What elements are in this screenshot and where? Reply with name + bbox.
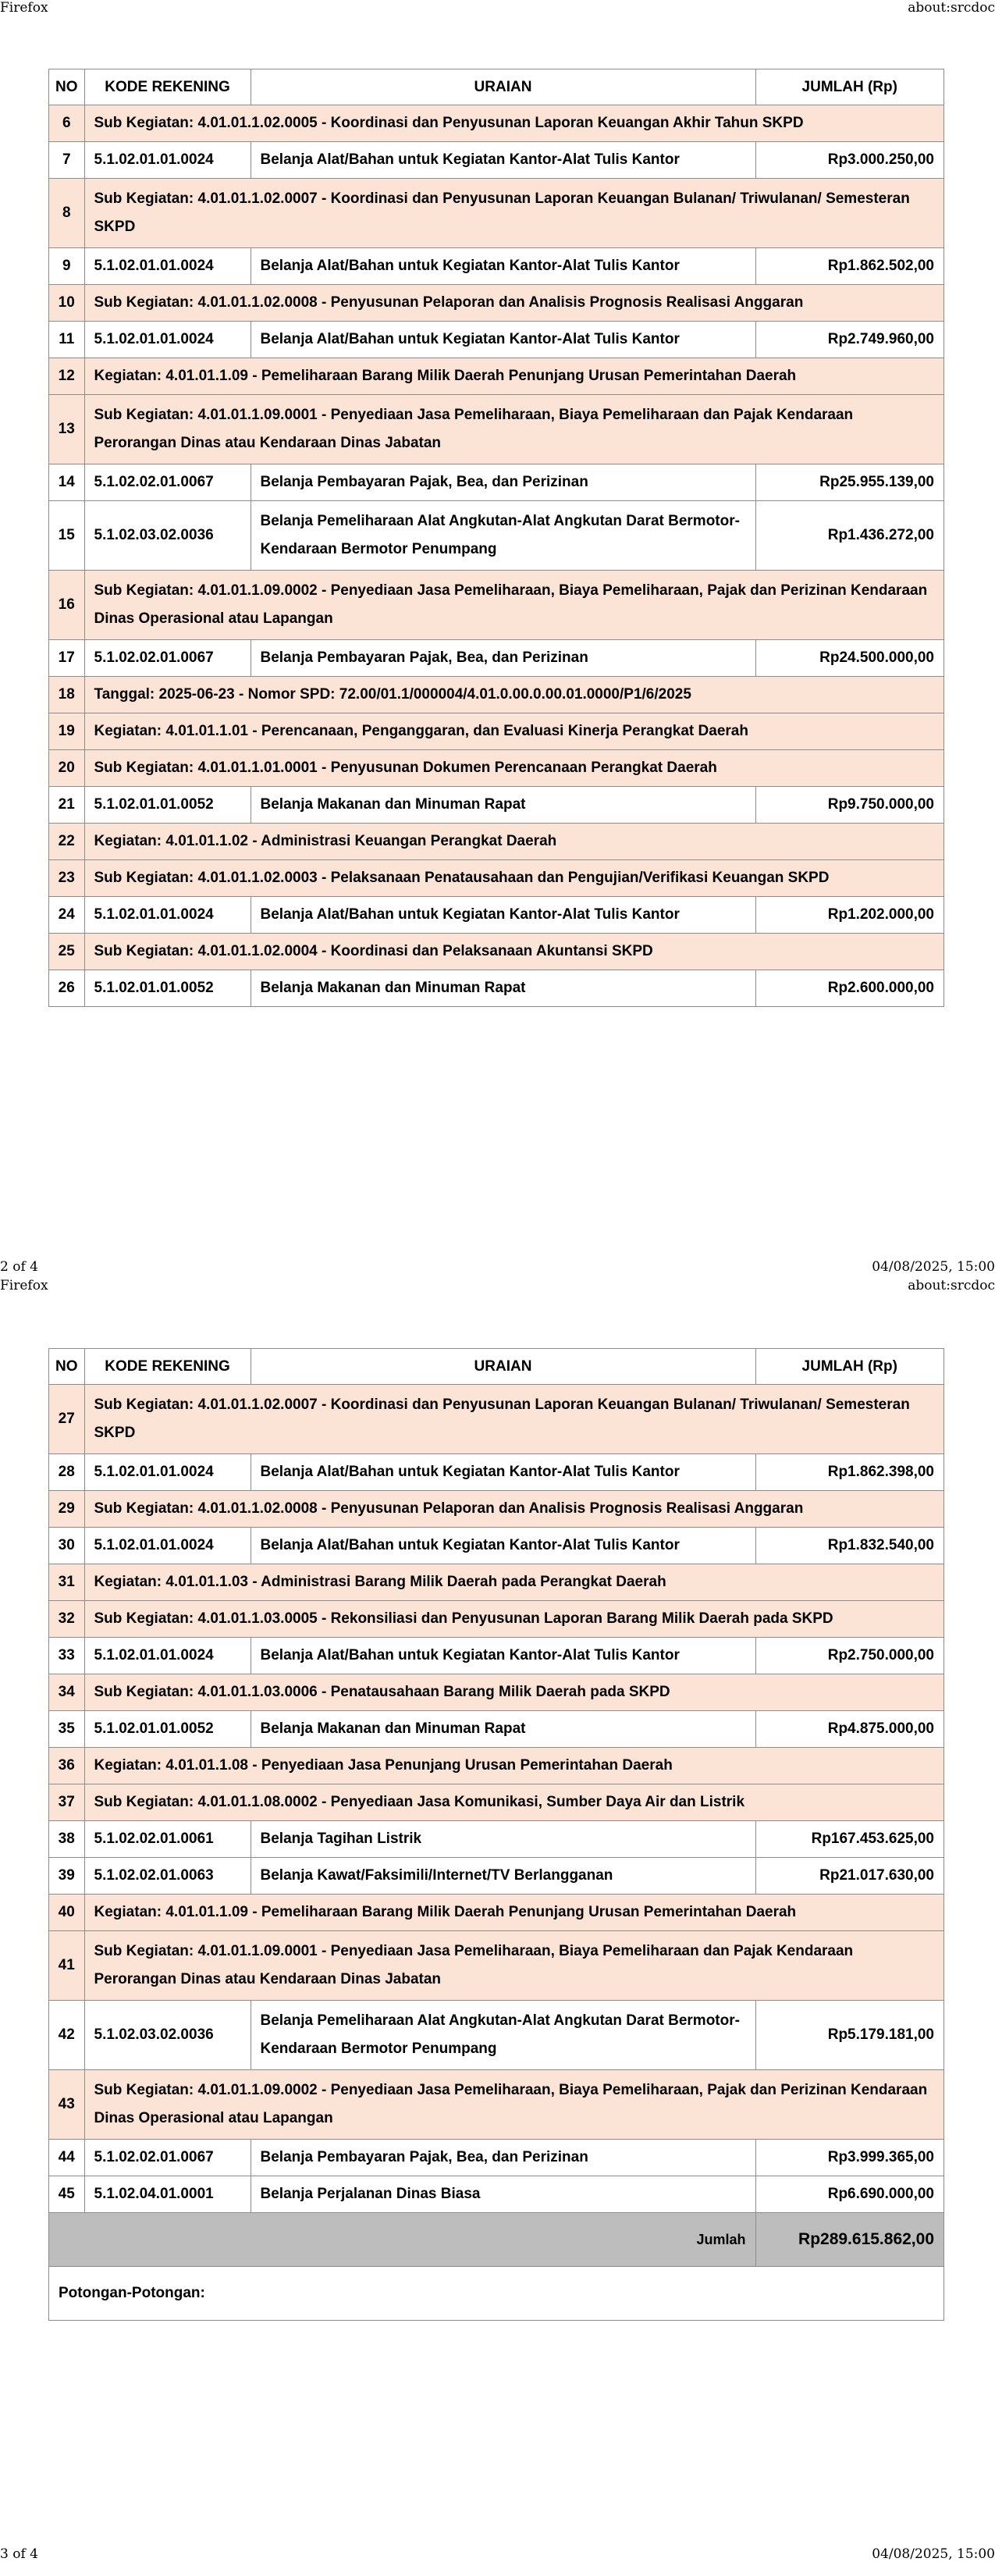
section-row [49, 1784, 944, 1821]
row-number: 40 [49, 1895, 85, 1931]
uraian-text: Belanja Alat/Bahan untuk Kegiatan Kantor-Alat Tulis Kantor [251, 1528, 755, 1564]
col-header-uraian: URAIAN [251, 1349, 755, 1385]
item-row [49, 322, 944, 358]
kode-rekening: 5.1.02.01.01.0024 [84, 1638, 251, 1674]
uraian-text: Belanja Pembayaran Pajak, Bea, dan Perizinan [251, 464, 755, 501]
kode-rekening: 5.1.02.01.01.0024 [84, 1528, 251, 1564]
section-row [49, 1895, 944, 1931]
row-number: 11 [49, 322, 85, 358]
jumlah-amount: Rp1.436.272,00 [755, 501, 944, 571]
row-number: 15 [49, 501, 85, 571]
kode-rekening: 5.1.02.02.01.0067 [84, 464, 251, 501]
row-number: 26 [49, 970, 85, 1007]
row-number: 21 [49, 787, 85, 824]
section-row [49, 677, 944, 713]
rincian-table [48, 1348, 944, 2321]
row-number: 22 [49, 824, 85, 860]
browser-url: about:srcdoc [908, 1278, 995, 1293]
item-row [49, 1858, 944, 1895]
section-row [49, 1674, 944, 1711]
section-row [49, 179, 944, 248]
section-row [49, 860, 944, 897]
section-text: Kegiatan: 4.01.01.1.09 - Pemeliharaan Barang Milik Daerah Penunjang Urusan Pemerintahan Daerah [84, 1895, 944, 1931]
row-number: 8 [49, 179, 85, 248]
kode-rekening: 5.1.02.02.01.0061 [84, 1821, 251, 1858]
section-text: Kegiatan: 4.01.01.1.01 - Perencanaan, Penganggaran, dan Evaluasi Kinerja Perangkat Daerah [84, 713, 944, 750]
row-number: 42 [49, 2001, 85, 2070]
item-row [49, 970, 944, 1007]
row-number: 10 [49, 285, 85, 322]
browser-name: Firefox [0, 1278, 48, 1293]
kode-rekening: 5.1.02.01.01.0024 [84, 897, 251, 934]
row-number: 44 [49, 2140, 85, 2176]
item-row [49, 142, 944, 179]
row-number: 23 [49, 860, 85, 897]
col-header-no: NO [49, 69, 85, 105]
table-body [49, 105, 944, 1007]
table-header-row [49, 1349, 944, 1385]
kode-rekening: 5.1.02.03.02.0036 [84, 501, 251, 571]
col-header-jumlah: JUMLAH (Rp) [755, 1349, 944, 1385]
uraian-text: Belanja Alat/Bahan untuk Kegiatan Kantor-Alat Tulis Kantor [251, 248, 755, 285]
section-text: Kegiatan: 4.01.01.1.03 - Administrasi Barang Milik Daerah pada Perangkat Daerah [84, 1564, 944, 1601]
kode-rekening: 5.1.02.02.01.0063 [84, 1858, 251, 1895]
kode-rekening: 5.1.02.02.01.0067 [84, 640, 251, 677]
row-number: 9 [49, 248, 85, 285]
row-number: 12 [49, 358, 85, 395]
kode-rekening: 5.1.02.01.01.0052 [84, 970, 251, 1007]
item-row [49, 2001, 944, 2070]
jumlah-amount: Rp1.862.398,00 [755, 1454, 944, 1491]
section-text: Sub Kegiatan: 4.01.01.1.09.0001 - Penyediaan Jasa Pemeliharaan, Biaya Pemeliharaan dan Pajak Kendaraan Perorangan Dinas atau Kendaraan Dinas Jabatan [84, 1931, 944, 2001]
kode-rekening: 5.1.02.01.01.0024 [84, 248, 251, 285]
section-text: Sub Kegiatan: 4.01.01.1.02.0008 - Penyusunan Pelaporan dan Analisis Prognosis Realisasi Anggaran [84, 285, 944, 322]
jumlah-amount: Rp1.202.000,00 [755, 897, 944, 934]
row-number: 32 [49, 1601, 85, 1638]
browser-url: about:srcdoc [908, 0, 995, 16]
uraian-text: Belanja Alat/Bahan untuk Kegiatan Kantor-Alat Tulis Kantor [251, 1454, 755, 1491]
item-row [49, 2176, 944, 2213]
row-number: 30 [49, 1528, 85, 1564]
row-number: 28 [49, 1454, 85, 1491]
total-label: Jumlah [49, 2213, 756, 2267]
col-header-kode: KODE REKENING [84, 69, 251, 105]
jumlah-amount: Rp3.000.250,00 [755, 142, 944, 179]
jumlah-amount: Rp167.453.625,00 [755, 1821, 944, 1858]
item-row [49, 787, 944, 824]
section-text: Sub Kegiatan: 4.01.01.1.09.0002 - Penyediaan Jasa Pemeliharaan, Biaya Pemeliharaan, Pajak dan Perizinan Kendaraan Dinas Operasional atau Lapangan [84, 571, 944, 640]
section-row [49, 105, 944, 142]
jumlah-amount: Rp2.750.000,00 [755, 1638, 944, 1674]
section-text: Sub Kegiatan: 4.01.01.1.09.0002 - Penyediaan Jasa Pemeliharaan, Biaya Pemeliharaan, Pajak dan Perizinan Kendaraan Dinas Operasional atau Lapangan [84, 2070, 944, 2140]
col-header-kode: KODE REKENING [84, 1349, 251, 1385]
row-number: 35 [49, 1711, 85, 1748]
section-row [49, 2070, 944, 2140]
uraian-text: Belanja Makanan dan Minuman Rapat [251, 787, 755, 824]
jumlah-amount: Rp1.832.540,00 [755, 1528, 944, 1564]
section-row [49, 1748, 944, 1784]
uraian-text: Belanja Makanan dan Minuman Rapat [251, 970, 755, 1007]
row-number: 25 [49, 934, 85, 970]
print-datetime: 04/08/2025, 15:00 [872, 1259, 995, 1275]
item-row [49, 1711, 944, 1748]
section-row [49, 285, 944, 322]
kode-rekening: 5.1.02.03.02.0036 [84, 2001, 251, 2070]
row-number: 16 [49, 571, 85, 640]
potongan-row [49, 2267, 944, 2321]
uraian-text: Belanja Kawat/Faksimili/Internet/TV Berlangganan [251, 1858, 755, 1895]
item-row [49, 1454, 944, 1491]
section-text: Sub Kegiatan: 4.01.01.1.01.0001 - Penyusunan Dokumen Perencanaan Perangkat Daerah [84, 750, 944, 787]
item-row [49, 248, 944, 285]
total-amount: Rp289.615.862,00 [755, 2213, 944, 2267]
item-row [49, 2140, 944, 2176]
kode-rekening: 5.1.02.01.01.0024 [84, 1454, 251, 1491]
section-text: Sub Kegiatan: 4.01.01.1.02.0008 - Penyusunan Pelaporan dan Analisis Prognosis Realisasi Anggaran [84, 1491, 944, 1528]
jumlah-amount: Rp6.690.000,00 [755, 2176, 944, 2213]
section-row [49, 1601, 944, 1638]
row-number: 37 [49, 1784, 85, 1821]
section-text: Sub Kegiatan: 4.01.01.1.09.0001 - Penyediaan Jasa Pemeliharaan, Biaya Pemeliharaan dan Pajak Kendaraan Perorangan Dinas atau Kendaraan Dinas Jabatan [84, 395, 944, 464]
row-number: 31 [49, 1564, 85, 1601]
row-number: 19 [49, 713, 85, 750]
section-row [49, 1564, 944, 1601]
total-row [49, 2213, 944, 2267]
row-number: 33 [49, 1638, 85, 1674]
jumlah-amount: Rp9.750.000,00 [755, 787, 944, 824]
table-header-row [49, 69, 944, 105]
item-row [49, 501, 944, 571]
row-number: 27 [49, 1385, 85, 1454]
section-row [49, 750, 944, 787]
jumlah-amount: Rp3.999.365,00 [755, 2140, 944, 2176]
kode-rekening: 5.1.02.01.01.0024 [84, 142, 251, 179]
section-text: Sub Kegiatan: 4.01.01.1.03.0006 - Penatausahaan Barang Milik Daerah pada SKPD [84, 1674, 944, 1711]
section-text: Sub Kegiatan: 4.01.01.1.02.0007 - Koordinasi dan Penyusunan Laporan Keuangan Bulanan/ Triwulanan/ Semesteran SKPD [84, 1385, 944, 1454]
uraian-text: Belanja Pembayaran Pajak, Bea, dan Perizinan [251, 2140, 755, 2176]
section-text: Sub Kegiatan: 4.01.01.1.02.0007 - Koordinasi dan Penyusunan Laporan Keuangan Bulanan/ Triwulanan/ Semesteran SKPD [84, 179, 944, 248]
uraian-text: Belanja Alat/Bahan untuk Kegiatan Kantor-Alat Tulis Kantor [251, 897, 755, 934]
uraian-text: Belanja Alat/Bahan untuk Kegiatan Kantor-Alat Tulis Kantor [251, 1638, 755, 1674]
row-number: 39 [49, 1858, 85, 1895]
section-text: Sub Kegiatan: 4.01.01.1.02.0004 - Koordinasi dan Pelaksanaan Akuntansi SKPD [84, 934, 944, 970]
item-row [49, 464, 944, 501]
jumlah-amount: Rp24.500.000,00 [755, 640, 944, 677]
jumlah-amount: Rp1.862.502,00 [755, 248, 944, 285]
jumlah-amount: Rp4.875.000,00 [755, 1711, 944, 1748]
uraian-text: Belanja Alat/Bahan untuk Kegiatan Kantor-Alat Tulis Kantor [251, 142, 755, 179]
kode-rekening: 5.1.02.01.01.0024 [84, 322, 251, 358]
item-row [49, 897, 944, 934]
row-number: 13 [49, 395, 85, 464]
row-number: 20 [49, 750, 85, 787]
section-text: Kegiatan: 4.01.01.1.09 - Pemeliharaan Barang Milik Daerah Penunjang Urusan Pemerintahan Daerah [84, 358, 944, 395]
item-row [49, 1528, 944, 1564]
jumlah-amount: Rp25.955.139,00 [755, 464, 944, 501]
section-text: Sub Kegiatan: 4.01.01.1.08.0002 - Penyediaan Jasa Komunikasi, Sumber Daya Air dan Listrik [84, 1784, 944, 1821]
jumlah-amount: Rp2.749.960,00 [755, 322, 944, 358]
rincian-table [48, 69, 944, 1007]
uraian-text: Belanja Alat/Bahan untuk Kegiatan Kantor-Alat Tulis Kantor [251, 322, 755, 358]
row-number: 6 [49, 105, 85, 142]
section-row [49, 713, 944, 750]
row-number: 24 [49, 897, 85, 934]
col-header-jumlah: JUMLAH (Rp) [755, 69, 944, 105]
jumlah-amount: Rp21.017.630,00 [755, 1858, 944, 1895]
row-number: 7 [49, 142, 85, 179]
kode-rekening: 5.1.02.01.01.0052 [84, 787, 251, 824]
uraian-text: Belanja Pemeliharaan Alat Angkutan-Alat Angkutan Darat Bermotor-Kendaraan Bermotor Penumpang [251, 501, 755, 571]
section-row [49, 934, 944, 970]
jumlah-amount: Rp5.179.181,00 [755, 2001, 944, 2070]
row-number: 29 [49, 1491, 85, 1528]
uraian-text: Belanja Perjalanan Dinas Biasa [251, 2176, 755, 2213]
item-row [49, 1638, 944, 1674]
section-text: Kegiatan: 4.01.01.1.02 - Administrasi Keuangan Perangkat Daerah [84, 824, 944, 860]
jumlah-amount: Rp2.600.000,00 [755, 970, 944, 1007]
uraian-text: Belanja Pemeliharaan Alat Angkutan-Alat Angkutan Darat Bermotor-Kendaraan Bermotor Penumpang [251, 2001, 755, 2070]
section-row [49, 1931, 944, 2001]
row-number: 43 [49, 2070, 85, 2140]
report-table-page-2 [48, 69, 944, 1007]
uraian-text: Belanja Tagihan Listrik [251, 1821, 755, 1858]
col-header-uraian: URAIAN [251, 69, 755, 105]
section-row [49, 571, 944, 640]
row-number: 41 [49, 1931, 85, 2001]
row-number: 14 [49, 464, 85, 501]
section-row [49, 824, 944, 860]
report-table-page-3 [48, 1348, 944, 2321]
row-number: 36 [49, 1748, 85, 1784]
uraian-text: Belanja Makanan dan Minuman Rapat [251, 1711, 755, 1748]
row-number: 18 [49, 677, 85, 713]
section-row [49, 395, 944, 464]
item-row [49, 640, 944, 677]
kode-rekening: 5.1.02.02.01.0067 [84, 2140, 251, 2176]
row-number: 45 [49, 2176, 85, 2213]
row-number: 38 [49, 1821, 85, 1858]
section-text: Sub Kegiatan: 4.01.01.1.03.0005 - Rekonsiliasi dan Penyusunan Laporan Barang Milik Daerah pada SKPD [84, 1601, 944, 1638]
uraian-text: Belanja Pembayaran Pajak, Bea, dan Perizinan [251, 640, 755, 677]
section-text: Sub Kegiatan: 4.01.01.1.02.0003 - Pelaksanaan Penatausahaan dan Pengujian/Verifikasi Keuangan SKPD [84, 860, 944, 897]
page-number: 3 of 4 [0, 2546, 38, 2562]
kode-rekening: 5.1.02.04.01.0001 [84, 2176, 251, 2213]
row-number: 34 [49, 1674, 85, 1711]
section-text: Kegiatan: 4.01.01.1.08 - Penyediaan Jasa Penunjang Urusan Pemerintahan Daerah [84, 1748, 944, 1784]
item-row [49, 1821, 944, 1858]
page-number: 2 of 4 [0, 1259, 38, 1275]
kode-rekening: 5.1.02.01.01.0052 [84, 1711, 251, 1748]
section-row [49, 1491, 944, 1528]
section-row [49, 1385, 944, 1454]
section-text: Tanggal: 2025-06-23 - Nomor SPD: 72.00/01.1/000004/4.01.0.00.0.00.01.0000/P1/6/2025 [84, 677, 944, 713]
section-row [49, 358, 944, 395]
table-body [49, 1385, 944, 2213]
col-header-no: NO [49, 1349, 85, 1385]
print-datetime: 04/08/2025, 15:00 [872, 2546, 995, 2562]
row-number: 17 [49, 640, 85, 677]
potongan-label: Potongan-Potongan: [49, 2267, 944, 2321]
browser-name: Firefox [0, 0, 48, 16]
section-text: Sub Kegiatan: 4.01.01.1.02.0005 - Koordinasi dan Penyusunan Laporan Keuangan Akhir Tahun SKPD [84, 105, 944, 142]
